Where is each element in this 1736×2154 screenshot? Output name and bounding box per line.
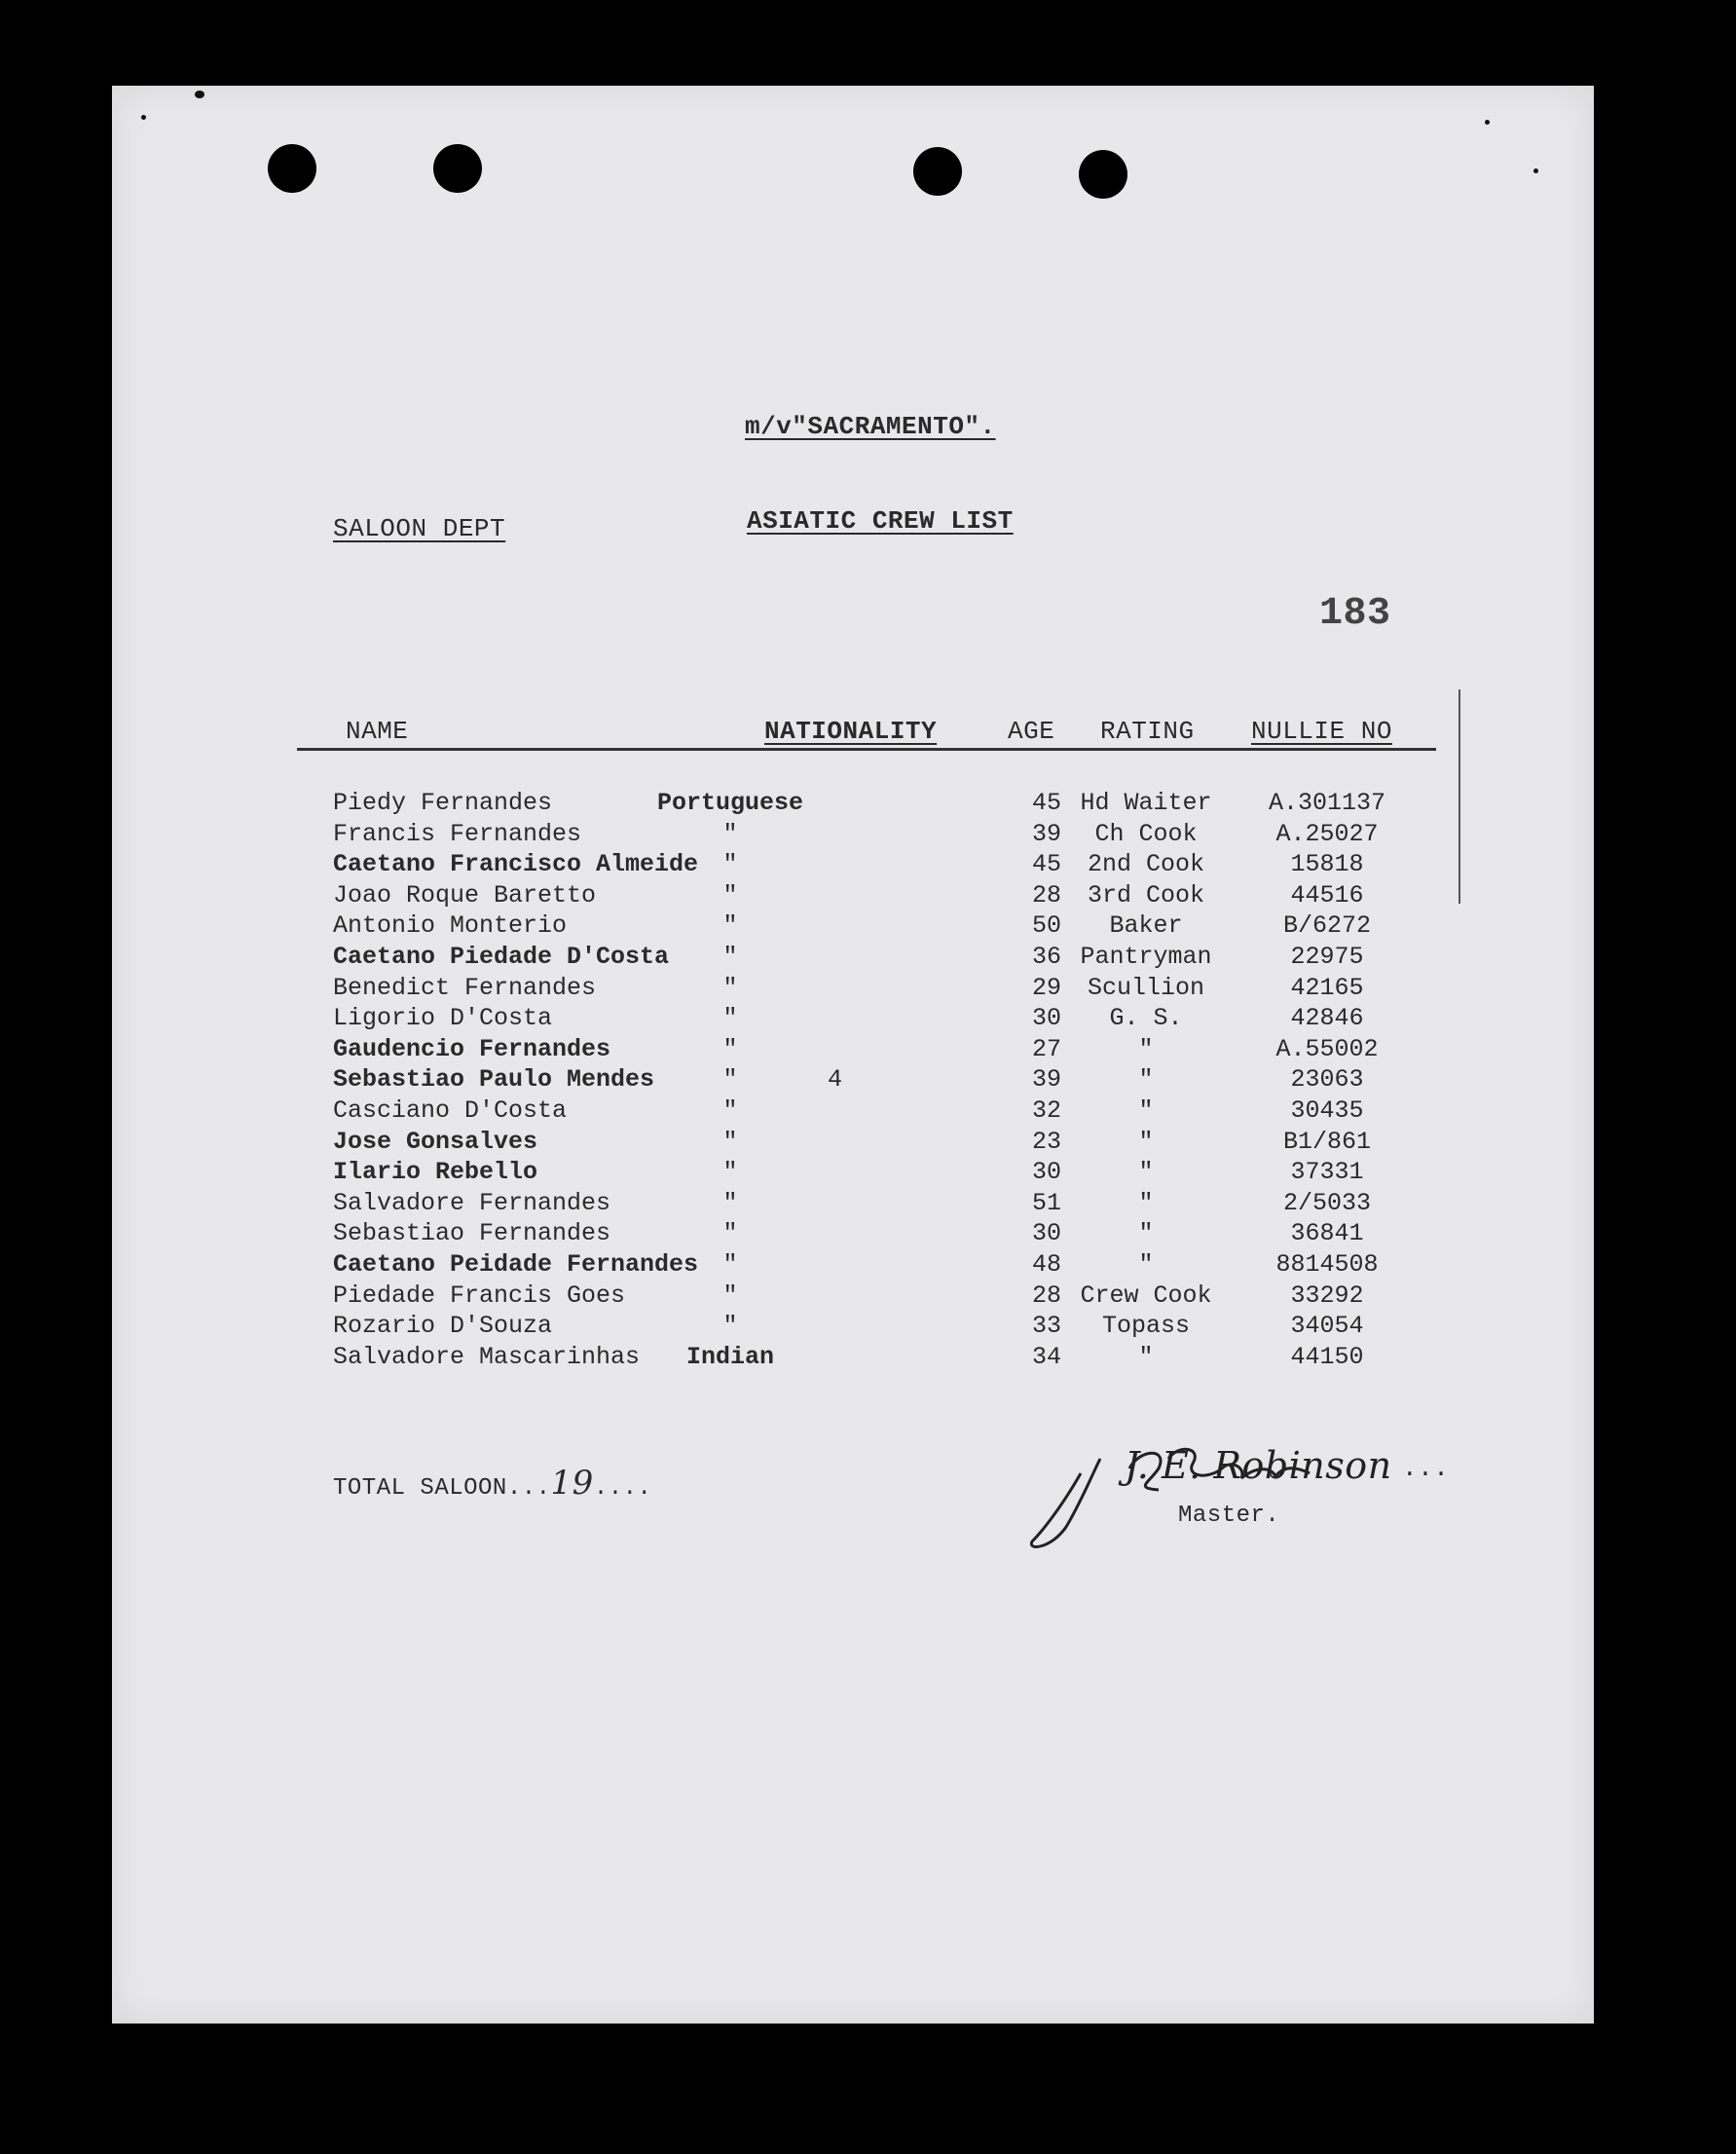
total-value: 19	[550, 1464, 594, 1503]
crew-nullie-no: B/6272	[1282, 911, 1371, 941]
header-rule	[297, 748, 1436, 751]
crew-rating: Crew Cook	[1080, 1281, 1212, 1310]
crew-nullie-no: 37331	[1290, 1158, 1364, 1187]
crew-nullie-no: 22975	[1290, 943, 1364, 971]
department-label: SALOON DEPT	[333, 514, 506, 543]
table-row	[112, 974, 1594, 1005]
table-row	[112, 1281, 1594, 1313]
crew-nationality: "	[722, 880, 738, 910]
crew-nationality: "	[722, 1219, 738, 1248]
crew-name: Salvadore Mascarinhas	[333, 1342, 641, 1371]
crew-nationality: "	[722, 911, 738, 941]
table-row	[112, 1035, 1594, 1066]
crew-nullie-no: 2/5033	[1282, 1188, 1371, 1217]
crew-name: Francis Fernandes	[333, 819, 582, 848]
crew-nullie-no: 44150	[1290, 1342, 1364, 1371]
table-row	[112, 820, 1594, 851]
crew-name: Salvadore Fernandes	[333, 1188, 611, 1217]
crew-name: Caetano Peidade Fernandes	[333, 1250, 699, 1279]
table-row	[112, 1158, 1594, 1189]
crew-nullie-no: A.25027	[1275, 819, 1379, 848]
crew-name: Caetano Francisco Almeide	[333, 850, 699, 879]
crew-nationality: "	[722, 1312, 738, 1341]
crew-nationality: "	[722, 819, 738, 848]
crew-nullie-no: 8814508	[1275, 1250, 1379, 1279]
crew-rating: Hd Waiter	[1080, 789, 1212, 817]
crew-name: Gaudencio Fernandes	[333, 1034, 611, 1063]
crew-nationality: "	[722, 1127, 738, 1156]
crew-nationality: "	[722, 1065, 738, 1095]
crew-age: 29	[1031, 973, 1061, 1002]
crew-age: 45	[1031, 850, 1061, 879]
crew-nullie-no: 30435	[1290, 1096, 1364, 1125]
crew-age: 28	[1031, 880, 1061, 910]
table-row	[112, 1004, 1594, 1035]
crew-age: 33	[1031, 1312, 1061, 1341]
crew-rating: 3rd Cook	[1087, 880, 1205, 910]
crew-rating: "	[1138, 1188, 1154, 1217]
crew-rating: "	[1138, 1034, 1154, 1063]
crew-age: 27	[1031, 1034, 1061, 1063]
crew-age: 30	[1031, 1158, 1061, 1187]
crew-rating: Baker	[1109, 911, 1183, 941]
crew-nullie-no: B1/861	[1282, 1127, 1371, 1156]
crew-rating: 2nd Cook	[1087, 850, 1205, 879]
header-rating: RATING	[1100, 717, 1195, 746]
crew-rating: Topass	[1101, 1312, 1190, 1341]
speck	[195, 91, 204, 98]
punch-hole	[433, 144, 482, 193]
crew-nullie-no: A.301137	[1268, 789, 1386, 817]
crew-nullie-no: A.55002	[1275, 1034, 1379, 1063]
crew-rating: "	[1138, 1219, 1154, 1248]
total-saloon	[333, 1464, 651, 1503]
signature-trail: ...	[1402, 1454, 1450, 1483]
page-number: 183	[1319, 592, 1391, 636]
table-row	[112, 1219, 1594, 1250]
crew-nullie-no: 44516	[1290, 880, 1364, 910]
table-row	[112, 1250, 1594, 1281]
crew-age: 51	[1031, 1188, 1061, 1217]
crew-rating: Pantryman	[1080, 943, 1212, 971]
crew-rating: G. S.	[1109, 1004, 1183, 1033]
crew-rating: "	[1138, 1065, 1154, 1095]
crew-mark: 4	[828, 1065, 843, 1095]
total-trail: ....	[593, 1475, 652, 1502]
crew-age: 50	[1031, 911, 1061, 941]
signature-name: J. E. Robinson	[1125, 1444, 1392, 1487]
header-nationality: NATIONALITY	[764, 717, 938, 746]
crew-age: 39	[1031, 1065, 1061, 1095]
table-row	[112, 881, 1594, 912]
crew-nationality: "	[722, 1188, 738, 1217]
total-label: TOTAL SALOON...	[333, 1475, 551, 1502]
crew-nationality: "	[722, 1034, 738, 1063]
crew-nationality: "	[722, 850, 738, 879]
crew-name: Sebastiao Fernandes	[333, 1219, 611, 1248]
crew-nationality: "	[722, 1158, 738, 1187]
crew-rating: "	[1138, 1250, 1154, 1279]
table-row	[112, 850, 1594, 881]
crew-rating: "	[1138, 1342, 1154, 1371]
crew-age: 45	[1031, 789, 1061, 817]
punch-hole	[268, 144, 316, 193]
table-row	[112, 1096, 1594, 1128]
crew-name: Caetano Piedade D'Costa	[333, 943, 670, 971]
crew-nationality: "	[722, 1281, 738, 1310]
crew-name: Rozario D'Souza	[333, 1312, 553, 1341]
crew-nationality: "	[722, 973, 738, 1002]
header-name: NAME	[346, 717, 409, 746]
vessel-title: m/v"SACRAMENTO".	[745, 412, 996, 441]
header-nullie: NULLIE NO	[1251, 717, 1392, 746]
crew-rating: "	[1138, 1096, 1154, 1125]
crew-rating: "	[1138, 1127, 1154, 1156]
crew-name: Piedade Francis Goes	[333, 1281, 626, 1310]
crew-name: Benedict Fernandes	[333, 973, 597, 1002]
speck	[141, 115, 146, 120]
crew-name: Jose Gonsalves	[333, 1127, 538, 1156]
crew-nationality: "	[722, 1004, 738, 1033]
crew-nullie-no: 42165	[1290, 973, 1364, 1002]
speck	[1485, 120, 1490, 125]
table-row	[112, 789, 1594, 820]
crew-name: Ligorio D'Costa	[333, 1004, 553, 1033]
punch-hole	[913, 147, 962, 196]
punch-hole	[1079, 150, 1127, 199]
crew-nullie-no: 33292	[1290, 1281, 1364, 1310]
crew-age: 36	[1031, 943, 1061, 971]
crew-rating: Ch Cook	[1094, 819, 1198, 848]
table-row	[112, 1128, 1594, 1159]
crew-age: 28	[1031, 1281, 1061, 1310]
crew-age: 30	[1031, 1219, 1061, 1248]
table-row	[112, 1189, 1594, 1220]
table-row	[112, 911, 1594, 943]
crew-name: Antonio Monterio	[333, 911, 568, 941]
crew-age: 39	[1031, 819, 1061, 848]
table-row	[112, 1312, 1594, 1343]
crew-age: 48	[1031, 1250, 1061, 1279]
table-row	[112, 1065, 1594, 1096]
document-page	[112, 86, 1594, 2024]
crew-age: 30	[1031, 1004, 1061, 1033]
table-row	[112, 1343, 1594, 1374]
header-age: AGE	[1008, 717, 1055, 746]
crew-nullie-no: 34054	[1290, 1312, 1364, 1341]
crew-nullie-no: 36841	[1290, 1219, 1364, 1248]
crew-nullie-no: 42846	[1290, 1004, 1364, 1033]
crew-name: Ilario Rebello	[333, 1158, 538, 1187]
crew-nationality: "	[722, 1096, 738, 1125]
crew-rating: "	[1138, 1158, 1154, 1187]
speck	[1533, 168, 1538, 173]
list-title: ASIATIC CREW LIST	[747, 506, 1014, 536]
crew-nationality: "	[722, 1250, 738, 1279]
crew-age: 34	[1031, 1342, 1061, 1371]
crew-age: 23	[1031, 1127, 1061, 1156]
crew-name: Joao Roque Baretto	[333, 880, 597, 910]
crew-nullie-no: 15818	[1290, 850, 1364, 879]
crew-name: Piedy Fernandes	[333, 789, 553, 817]
crew-name: Sebastiao Paulo Mendes	[333, 1065, 655, 1095]
crew-name: Casciano D'Costa	[333, 1096, 568, 1125]
crew-nationality: Portuguese	[656, 789, 804, 817]
master-title: Master.	[1178, 1503, 1280, 1529]
crew-nationality: Indian	[685, 1342, 774, 1371]
table-row	[112, 943, 1594, 974]
crew-rating: Scullion	[1087, 973, 1205, 1002]
crew-nationality: "	[722, 943, 738, 971]
crew-nullie-no: 23063	[1290, 1065, 1364, 1095]
crew-age: 32	[1031, 1096, 1061, 1125]
